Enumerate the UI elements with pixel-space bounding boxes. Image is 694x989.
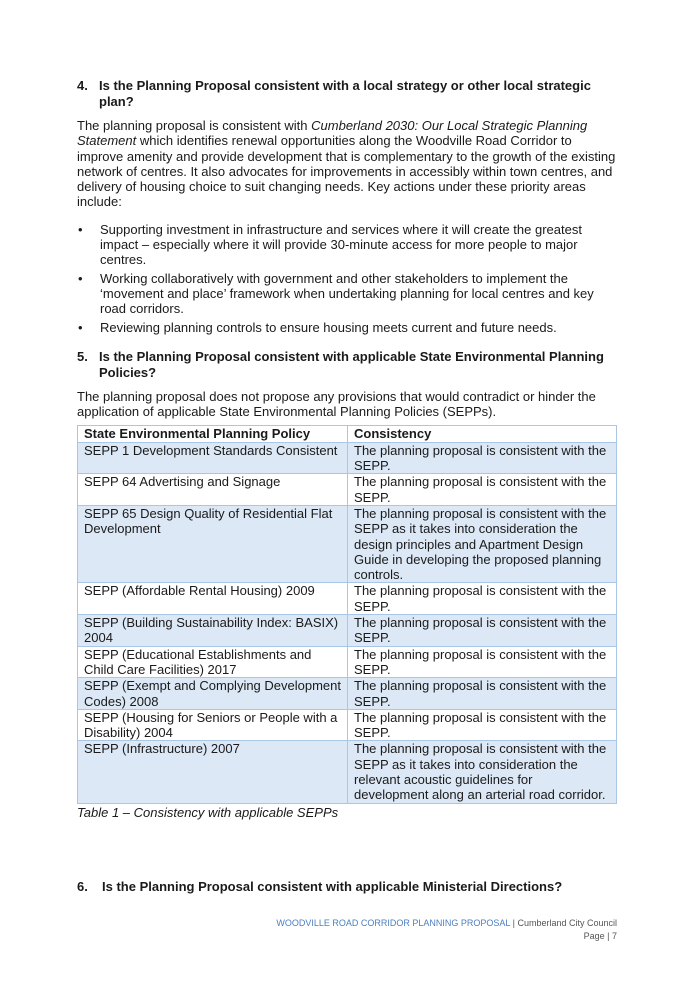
consistency-cell: The planning proposal is consistent with the SEPP. <box>348 709 617 741</box>
table-row <box>78 646 617 678</box>
bullet-icon: • <box>78 319 83 335</box>
list-item <box>77 271 617 317</box>
column-header-consistency: Consistency <box>348 426 617 442</box>
table-row <box>78 678 617 710</box>
list-item-text: Supporting investment in infrastructure and services where it will create the greatest impact – especially where it will provide 30-minute access for more people to major centres. <box>100 221 582 268</box>
list-item <box>77 222 617 268</box>
policy-cell: SEPP (Affordable Rental Housing) 2009 <box>78 583 348 615</box>
section-4-heading <box>77 78 617 110</box>
section-5-title: Is the Planning Proposal consistent with applicable State Environmental Planning Policies? <box>99 348 604 380</box>
strategy-title: Cumberland 2030: Our Local Strategic Planning Statement <box>77 118 588 149</box>
consistency-cell: The planning proposal is consistent with the SEPP. <box>348 583 617 615</box>
footer-council: Cumberland City Council <box>517 918 617 928</box>
list-item-text: Working collaboratively with government and other stakeholders to implement the ‘movement and place’ framework when undertaking planning for local centres and key road corridors. <box>100 270 594 317</box>
table-caption: Table 1 – Consistency with applicable SEPPs <box>77 804 339 820</box>
section-4-paragraph-pre: The planning proposal is consistent with <box>77 118 312 133</box>
policy-cell: SEPP 1 Development Standards Consistent <box>78 442 348 474</box>
key-actions-list <box>77 222 617 335</box>
bullet-icon: • <box>78 270 83 286</box>
policy-cell: SEPP (Infrastructure) 2007 <box>78 741 348 803</box>
section-6-heading <box>77 879 617 895</box>
policy-cell: SEPP 65 Design Quality of Residential Flat Development <box>78 505 348 582</box>
policy-cell: SEPP (Housing for Seniors or People with a Disability) 2004 <box>78 709 348 741</box>
page-footer <box>276 917 617 943</box>
section-6-title: Is the Planning Proposal consistent with applicable Ministerial Directions? <box>102 878 563 894</box>
table-header-row <box>78 426 617 442</box>
consistency-cell: The planning proposal is consistent with the SEPP. <box>348 615 617 647</box>
consistency-cell: The planning proposal is consistent with the SEPP. <box>348 646 617 678</box>
policy-cell: SEPP 64 Advertising and Signage <box>78 474 348 506</box>
table-row <box>78 442 617 474</box>
table-row <box>78 583 617 615</box>
list-item-text: Reviewing planning controls to ensure housing meets current and future needs. <box>100 319 557 335</box>
policy-cell: SEPP (Exempt and Complying Development Codes) 2008 <box>78 678 348 710</box>
section-4-number: 4. <box>77 78 88 93</box>
consistency-cell: The planning proposal is consistent with the SEPP as it takes into consideration the relevant acoustic guidelines for development along an arterial road corridor. <box>348 741 617 803</box>
table-row <box>78 474 617 506</box>
footer-document-title: WOODVILLE ROAD CORRIDOR PLANNING PROPOSAL <box>276 918 511 928</box>
consistency-cell: The planning proposal is consistent with the SEPP as it takes into consideration the design principles and Apartment Design Guide in developing the proposed planning controls. <box>348 505 617 582</box>
column-header-policy: State Environmental Planning Policy <box>78 426 348 442</box>
section-4-paragraph <box>77 118 617 210</box>
page-number: Page | 7 <box>583 931 617 941</box>
section-6-number: 6. <box>77 878 88 894</box>
section-4-title: Is the Planning Proposal consistent with a local strategy or other local strategic plan? <box>99 78 591 109</box>
policy-cell: SEPP (Building Sustainability Index: BASIX) 2004 <box>78 615 348 647</box>
list-item <box>77 320 617 335</box>
consistency-cell: The planning proposal is consistent with the SEPP. <box>348 442 617 474</box>
section-5-number: 5. <box>77 348 88 364</box>
bullet-icon: • <box>78 221 83 237</box>
section-5-heading <box>77 349 617 381</box>
section-5-paragraph: The planning proposal does not propose any provisions that would contradict or hinder the application of applicable State Environmental Planning Policies (SEPPs). <box>77 388 596 420</box>
table-row <box>78 615 617 647</box>
consistency-cell: The planning proposal is consistent with the SEPP. <box>348 678 617 710</box>
consistency-cell: The planning proposal is consistent with the SEPP. <box>348 474 617 506</box>
table-row <box>78 505 617 582</box>
section-4-paragraph-post: which identifies renewal opportunities along the Woodville Road Corridor to improve amenity and provide development that is complementary to the growth of the existing network of centres. It also advocates for improvements in accessibly within town centres, and delivery of housing choice to suit changing needs. Key actions under these priority areas include: <box>77 133 616 210</box>
table-row <box>78 709 617 741</box>
table-row <box>78 741 617 803</box>
policy-cell: SEPP (Educational Establishments and Child Care Facilities) 2017 <box>78 646 348 678</box>
sepp-consistency-table <box>77 425 617 803</box>
footer-separator: | <box>510 918 518 928</box>
document-page <box>77 78 617 895</box>
footer-line <box>276 917 617 930</box>
